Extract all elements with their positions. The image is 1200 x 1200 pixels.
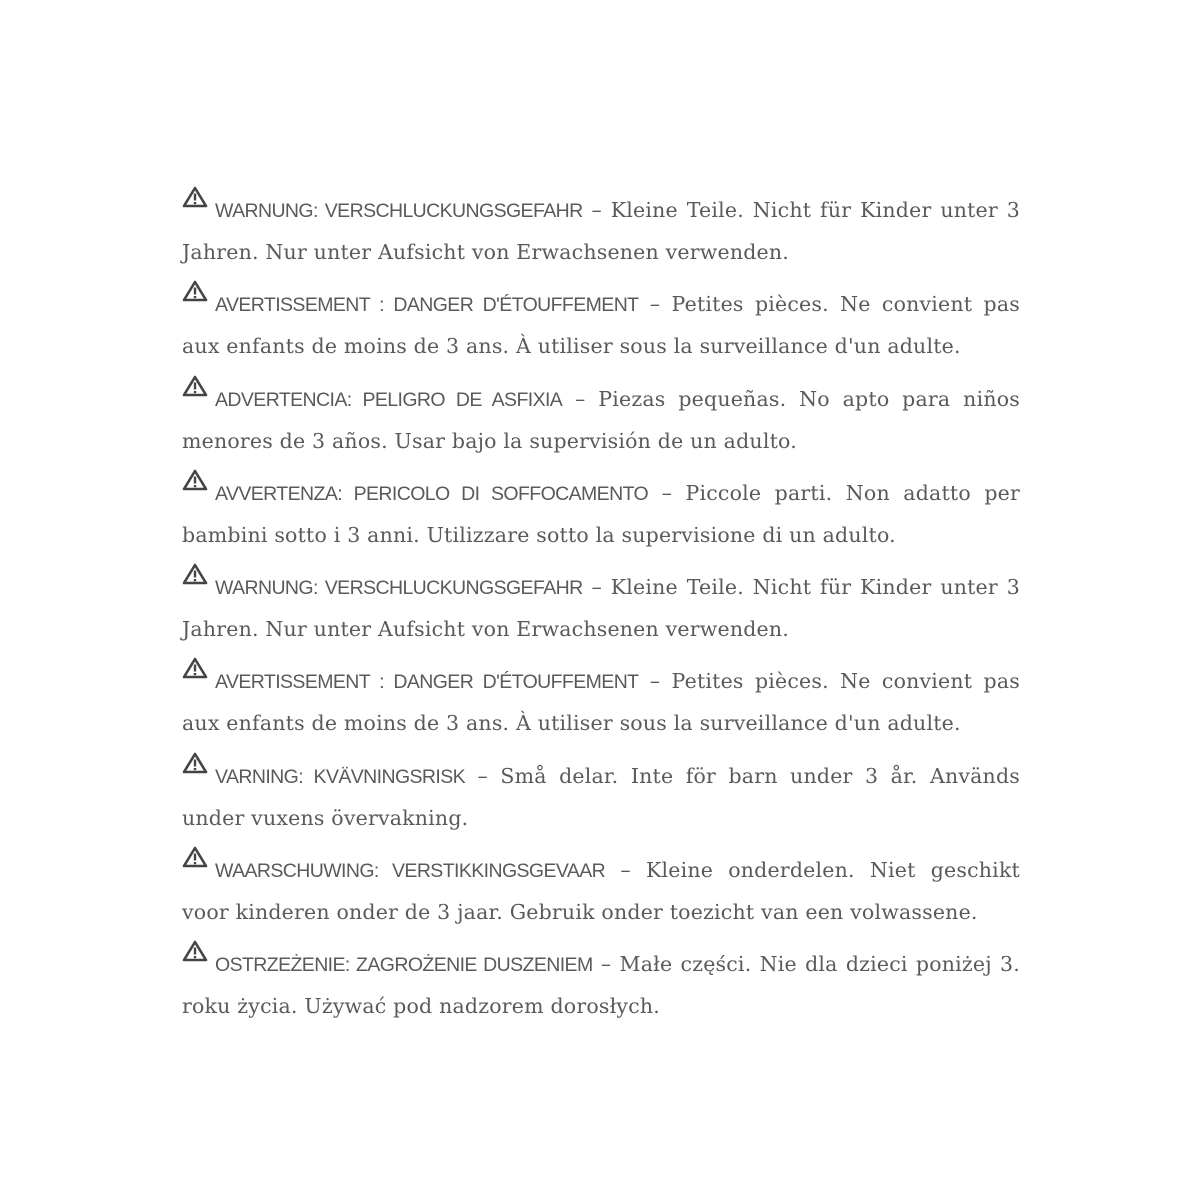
warning-body: – Kleine onderdelen. Niet geschikt voor kinderen onder de 3 jaar. Gebruik onder toezicht van een volwassene. bbox=[182, 858, 1021, 925]
warning-block bbox=[182, 274, 1020, 368]
warning-heading: AVERTISSEMENT : DANGER D'ÉTOUFFEMENT bbox=[215, 671, 639, 694]
warning-block bbox=[182, 934, 1020, 1028]
warning-block bbox=[182, 651, 1020, 745]
warning-block bbox=[182, 463, 1020, 557]
warning-heading: VARNING: KVÄVNINGSRISK bbox=[215, 765, 466, 788]
warning-block bbox=[182, 180, 1020, 274]
warning-heading: WARNUNG: VERSCHLUCKUNGSGEFAHR bbox=[215, 577, 583, 600]
warning-heading: AVVERTENZA: PERICOLO DI SOFFOCAMENTO bbox=[215, 482, 649, 505]
warning-triangle-icon bbox=[182, 752, 208, 774]
warning-block bbox=[182, 557, 1020, 651]
warning-triangle-icon bbox=[182, 186, 208, 208]
warning-body: – Kleine Teile. Nicht für Kinder unter 3 Jahren. Nur unter Aufsicht von Erwachsenen verwenden. bbox=[182, 575, 1021, 642]
warning-body: – Petites pièces. Ne convient pas aux enfants de moins de 3 ans. À utiliser sous la surveillance d'un adulte. bbox=[182, 292, 1020, 359]
warning-body: – Piezas pequeñas. No apto para niños menores de 3 años. Usar bajo la supervisión de un adulto. bbox=[182, 386, 1020, 453]
warning-triangle-icon bbox=[182, 280, 208, 302]
warning-heading: WARNUNG: VERSCHLUCKUNGSGEFAHR bbox=[215, 200, 583, 222]
warning-block bbox=[182, 746, 1020, 840]
warning-heading: ADVERTENCIA: PELIGRO DE ASFIXIA bbox=[215, 388, 563, 411]
warning-body: – Małe części. Nie dla dzieci poniżej 3. roku życia. Używać pod nadzorem dorosłych. bbox=[182, 952, 1021, 1019]
warning-body: – Petites pièces. Ne convient pas aux enfants de moins de 3 ans. À utiliser sous la surveillance d'un adulte. bbox=[182, 669, 1020, 736]
warning-triangle-icon bbox=[182, 846, 208, 868]
warning-body: – Små delar. Inte för barn under 3 år. Används under vuxens övervakning. bbox=[182, 763, 1020, 830]
warning-body: – Kleine Teile. Nicht für Kinder unter 3 Jahren. Nur unter Aufsicht von Erwachsenen verwenden. bbox=[182, 198, 1021, 264]
warning-heading: AVERTISSEMENT : DANGER D'ÉTOUFFEMENT bbox=[215, 294, 639, 317]
warning-heading: OSTRZEŻENIE: ZAGROŻENIE DUSZENIEM bbox=[215, 954, 593, 977]
warning-label bbox=[182, 180, 1020, 1029]
warning-block bbox=[182, 840, 1020, 934]
warning-triangle-icon bbox=[182, 375, 208, 397]
warning-heading: WAARSCHUWING: VERSTIKKINGSGEVAAR bbox=[215, 860, 606, 883]
warning-triangle-icon bbox=[182, 563, 208, 585]
warning-triangle-icon bbox=[182, 657, 208, 679]
warning-triangle-icon bbox=[182, 469, 208, 491]
warning-triangle-icon bbox=[182, 940, 208, 962]
warning-block bbox=[182, 369, 1020, 463]
warning-body: – Piccole parti. Non adatto per bambini sotto i 3 anni. Utilizzare sotto la supervisione di un adulto. bbox=[182, 480, 1021, 547]
